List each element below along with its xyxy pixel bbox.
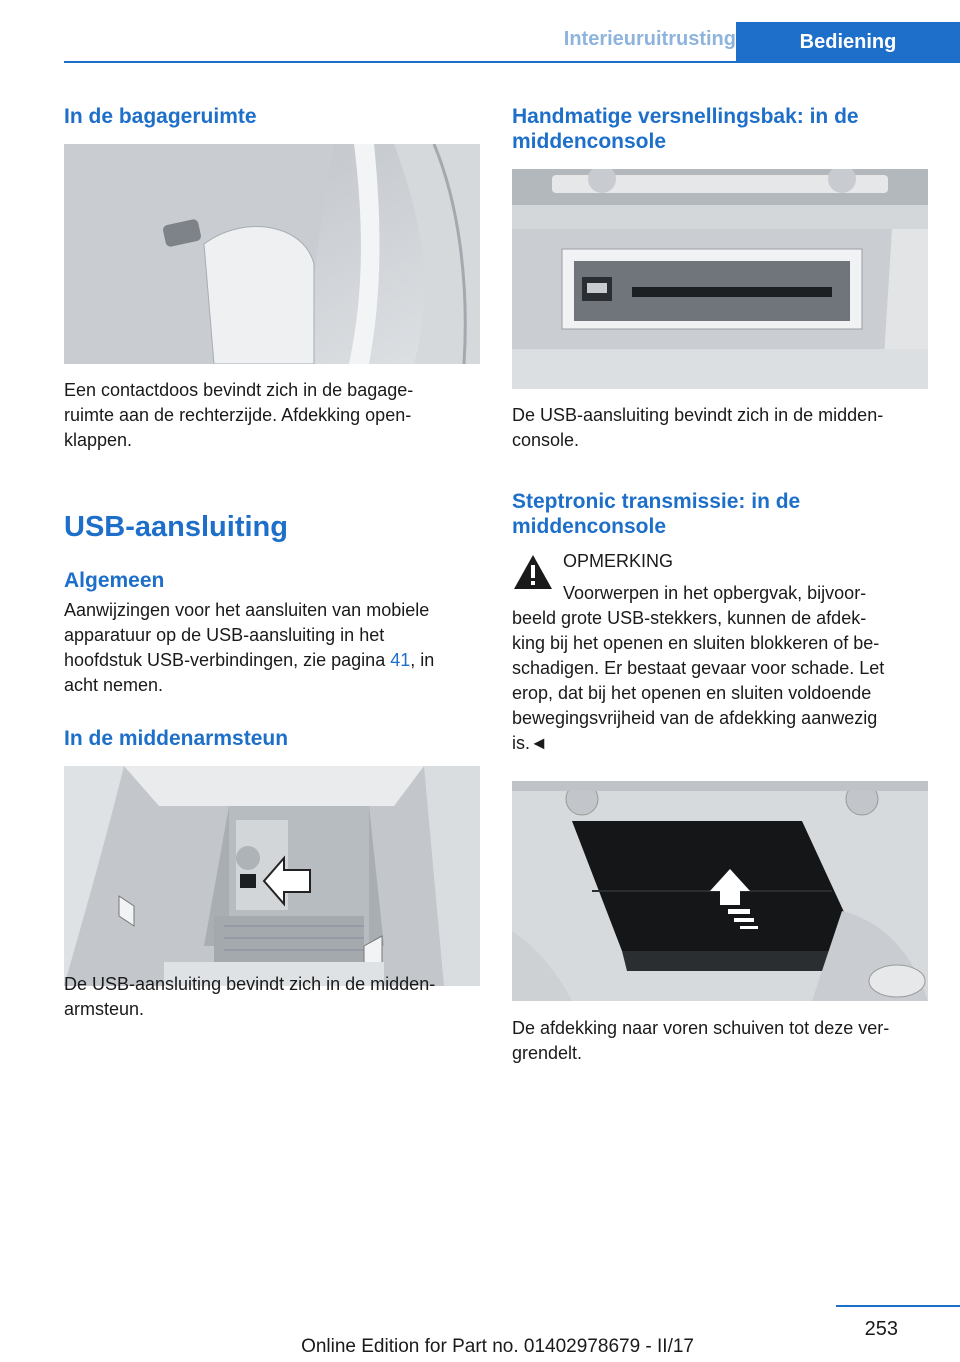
manual-gearbox-heading-line: middenconsole <box>512 130 667 153</box>
header-rule <box>64 61 960 63</box>
cover-text <box>512 1016 889 1066</box>
armrest-text <box>64 972 435 1022</box>
steptronic-heading-line: middenconsole <box>512 515 667 538</box>
luggage-text-line: klappen. <box>64 430 133 450</box>
luggage-photo <box>64 144 480 364</box>
note-text-line: king bij het openen en sluiten blokkeren of be- <box>512 633 880 653</box>
edition-note: Online Edition for Part no. 01402978679 - II/17 <box>301 1336 694 1357</box>
general-text-line: hoofdstuk USB-verbindingen, zie pagina <box>64 650 391 670</box>
note-text-line: bewegingsvrijheid van de afdekking aanwezig <box>512 708 878 728</box>
manual-console-text <box>512 403 883 453</box>
luggage-heading: In de bagageruimte <box>64 105 257 128</box>
note-text-line: erop, dat bij het openen en sluiten voldoende <box>512 683 872 703</box>
chapter-tab[interactable] <box>736 22 960 62</box>
footer-rule <box>836 1305 960 1307</box>
chapter-tab-label: Bediening <box>799 30 897 53</box>
note-text-line: Voorwerpen in het opbergvak, bijvoor- <box>563 583 867 603</box>
note-text-line: is.◄ <box>512 733 548 753</box>
note-text <box>512 581 928 756</box>
note-label: OPMERKING <box>563 551 674 571</box>
steptronic-heading <box>512 489 800 539</box>
cover-text-line: De afdekking naar voren schuiven tot deze ver- <box>512 1018 890 1038</box>
usb-title: USB-aansluiting <box>64 511 288 543</box>
page-header <box>0 0 960 62</box>
general-heading: Algemeen <box>64 569 165 592</box>
general-text-line: acht nemen. <box>64 675 164 695</box>
armrest-text-line: armsteun. <box>64 999 145 1019</box>
general-text <box>64 598 434 698</box>
armrest-heading: In de middenarmsteun <box>64 727 289 750</box>
general-text-line: Aanwijzingen voor het aansluiten van mobiele <box>64 600 430 620</box>
page-number: 253 <box>864 1318 898 1340</box>
manual-console-text-line: console. <box>512 430 580 450</box>
general-text-line: , in <box>410 650 435 670</box>
armrest-photo <box>64 766 480 986</box>
cover-text-line: grendelt. <box>512 1043 583 1063</box>
cover-photo <box>512 781 928 1001</box>
manual-console-photo <box>512 169 928 389</box>
luggage-text-line: ruimte aan de rechterzijde. Afdekking open- <box>64 405 412 425</box>
general-text-line: apparatuur op de USB-aansluiting in het <box>64 625 385 645</box>
section-tab[interactable]: Interieuruitrusting <box>563 28 736 50</box>
manual-console-text-line: De USB-aansluiting bevindt zich in de midden- <box>512 405 884 425</box>
note-text-line: schadigen. Er bestaat gevaar voor schade. Let <box>512 658 885 678</box>
page-reference-link[interactable]: 41 <box>390 650 411 670</box>
manual-gearbox-heading <box>512 104 859 154</box>
luggage-text-line: Een contactdoos bevindt zich in de bagage- <box>64 380 414 400</box>
armrest-text-line: De USB-aansluiting bevindt zich in de midden- <box>64 974 436 994</box>
note-text-line: beeld grote USB-stekkers, kunnen de afdek- <box>512 608 867 628</box>
manual-gearbox-heading-line: Handmatige versnellingsbak: in de <box>512 105 859 128</box>
luggage-text <box>64 378 413 453</box>
steptronic-heading-line: Steptronic transmissie: in de <box>512 490 801 513</box>
